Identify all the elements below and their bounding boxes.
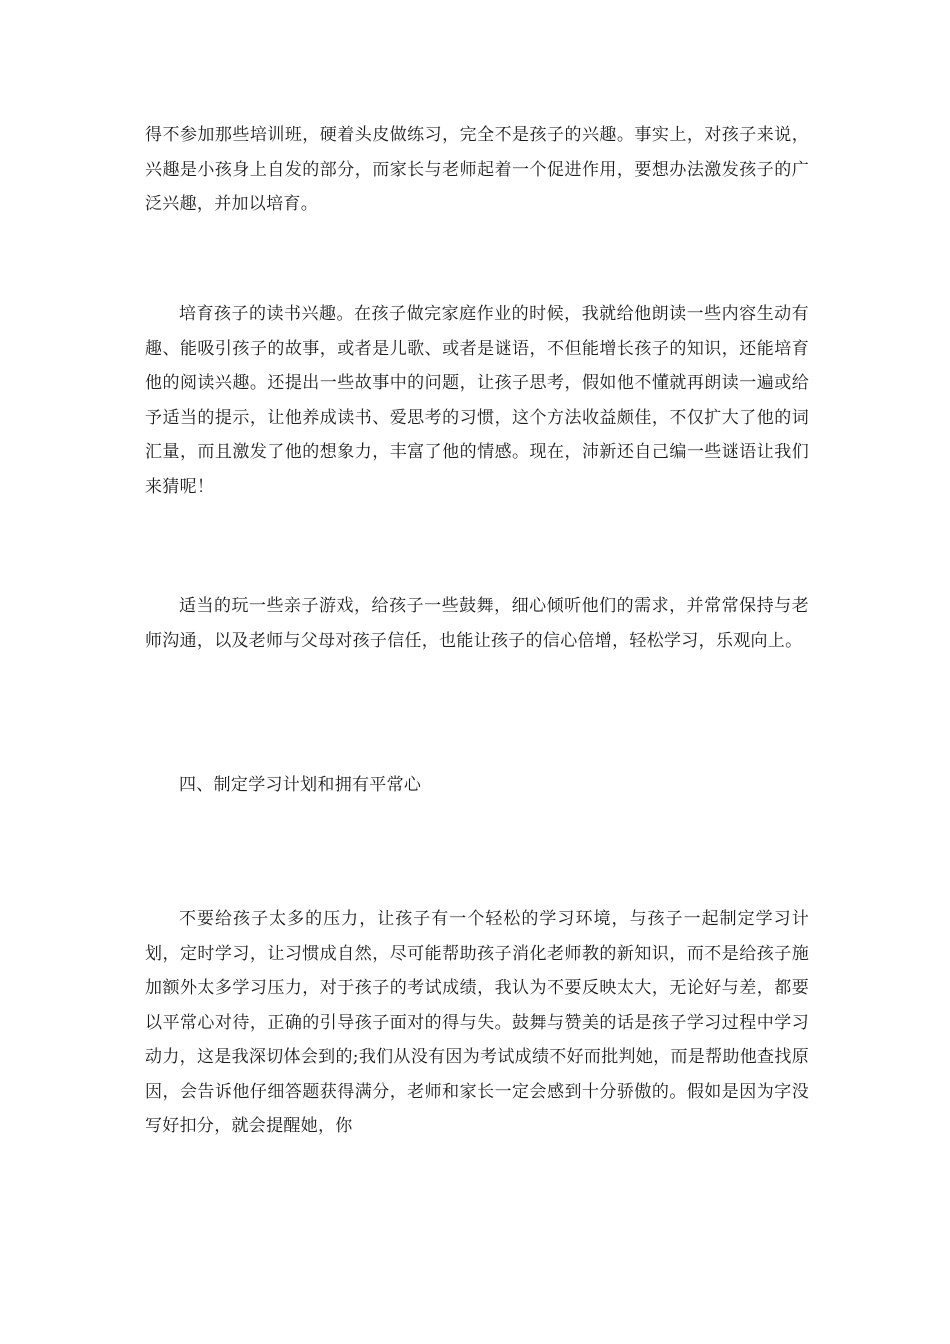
paragraph-study-plan: 不要给孩子太多的压力，让孩子有一个轻松的学习环境，与孩子一起制定学习计划，定时学习，让习惯成自然，尽可能帮助孩子消化老师教的新知识，而不是给孩子施加额外太多学习压力，对于孩子的考试成绩，我认为不要反映太大，无论好与差，都要以平常心对待，正确的引导孩子面对的得与失。鼓舞与赞美的话是孩子学习过程中学习动力，这是我深切体会到的;我们从没有因为考试成绩不好而批判她，而是帮助他查找原因，会告诉他仔细答题获得满分，老师和家长一定会感到十分骄傲的。假如是因为字没写好扣分，就会提醒她，你 xyxy=(145,909,809,1136)
section-heading-study-plan: 四、制定学习计划和拥有平常心 xyxy=(179,775,422,795)
paragraph-parent-child-games: 适当的玩一些亲子游戏，给孩子一些鼓舞，细心倾听他们的需求，并常常保持与老师沟通，以及老师与父母对孩子信任，也能让孩子的信心倍增，轻松学习，乐观向上。 xyxy=(145,596,809,651)
paragraph-interest-continuation: 得不参加那些培训班，硬着头皮做练习，完全不是孩子的兴趣。事实上，对孩子来说，兴趣是小孩身上自发的部分，而家长与老师起着一个促进作用，要想办法激发孩子的广泛兴趣，并加以培育。 xyxy=(145,125,809,214)
paragraph-reading-interest: 培育孩子的读书兴趣。在孩子做完家庭作业的时候，我就给他朗读一些内容生动有趣、能吸引孩子的故事，或者是儿歌、或者是谜语，不但能增长孩子的知识，还能培育他的阅读兴趣。还提出一些故事中的问题，让孩子思考，假如他不懂就再朗读一遍或给予适当的提示，让他养成读书、爱思考的习惯，这个方法收益颇佳，不仅扩大了他的词汇量，而且激发了他的想象力，丰富了他的情感。现在，沛新还自己编一些谜语让我们来猜呢！ xyxy=(145,304,809,497)
